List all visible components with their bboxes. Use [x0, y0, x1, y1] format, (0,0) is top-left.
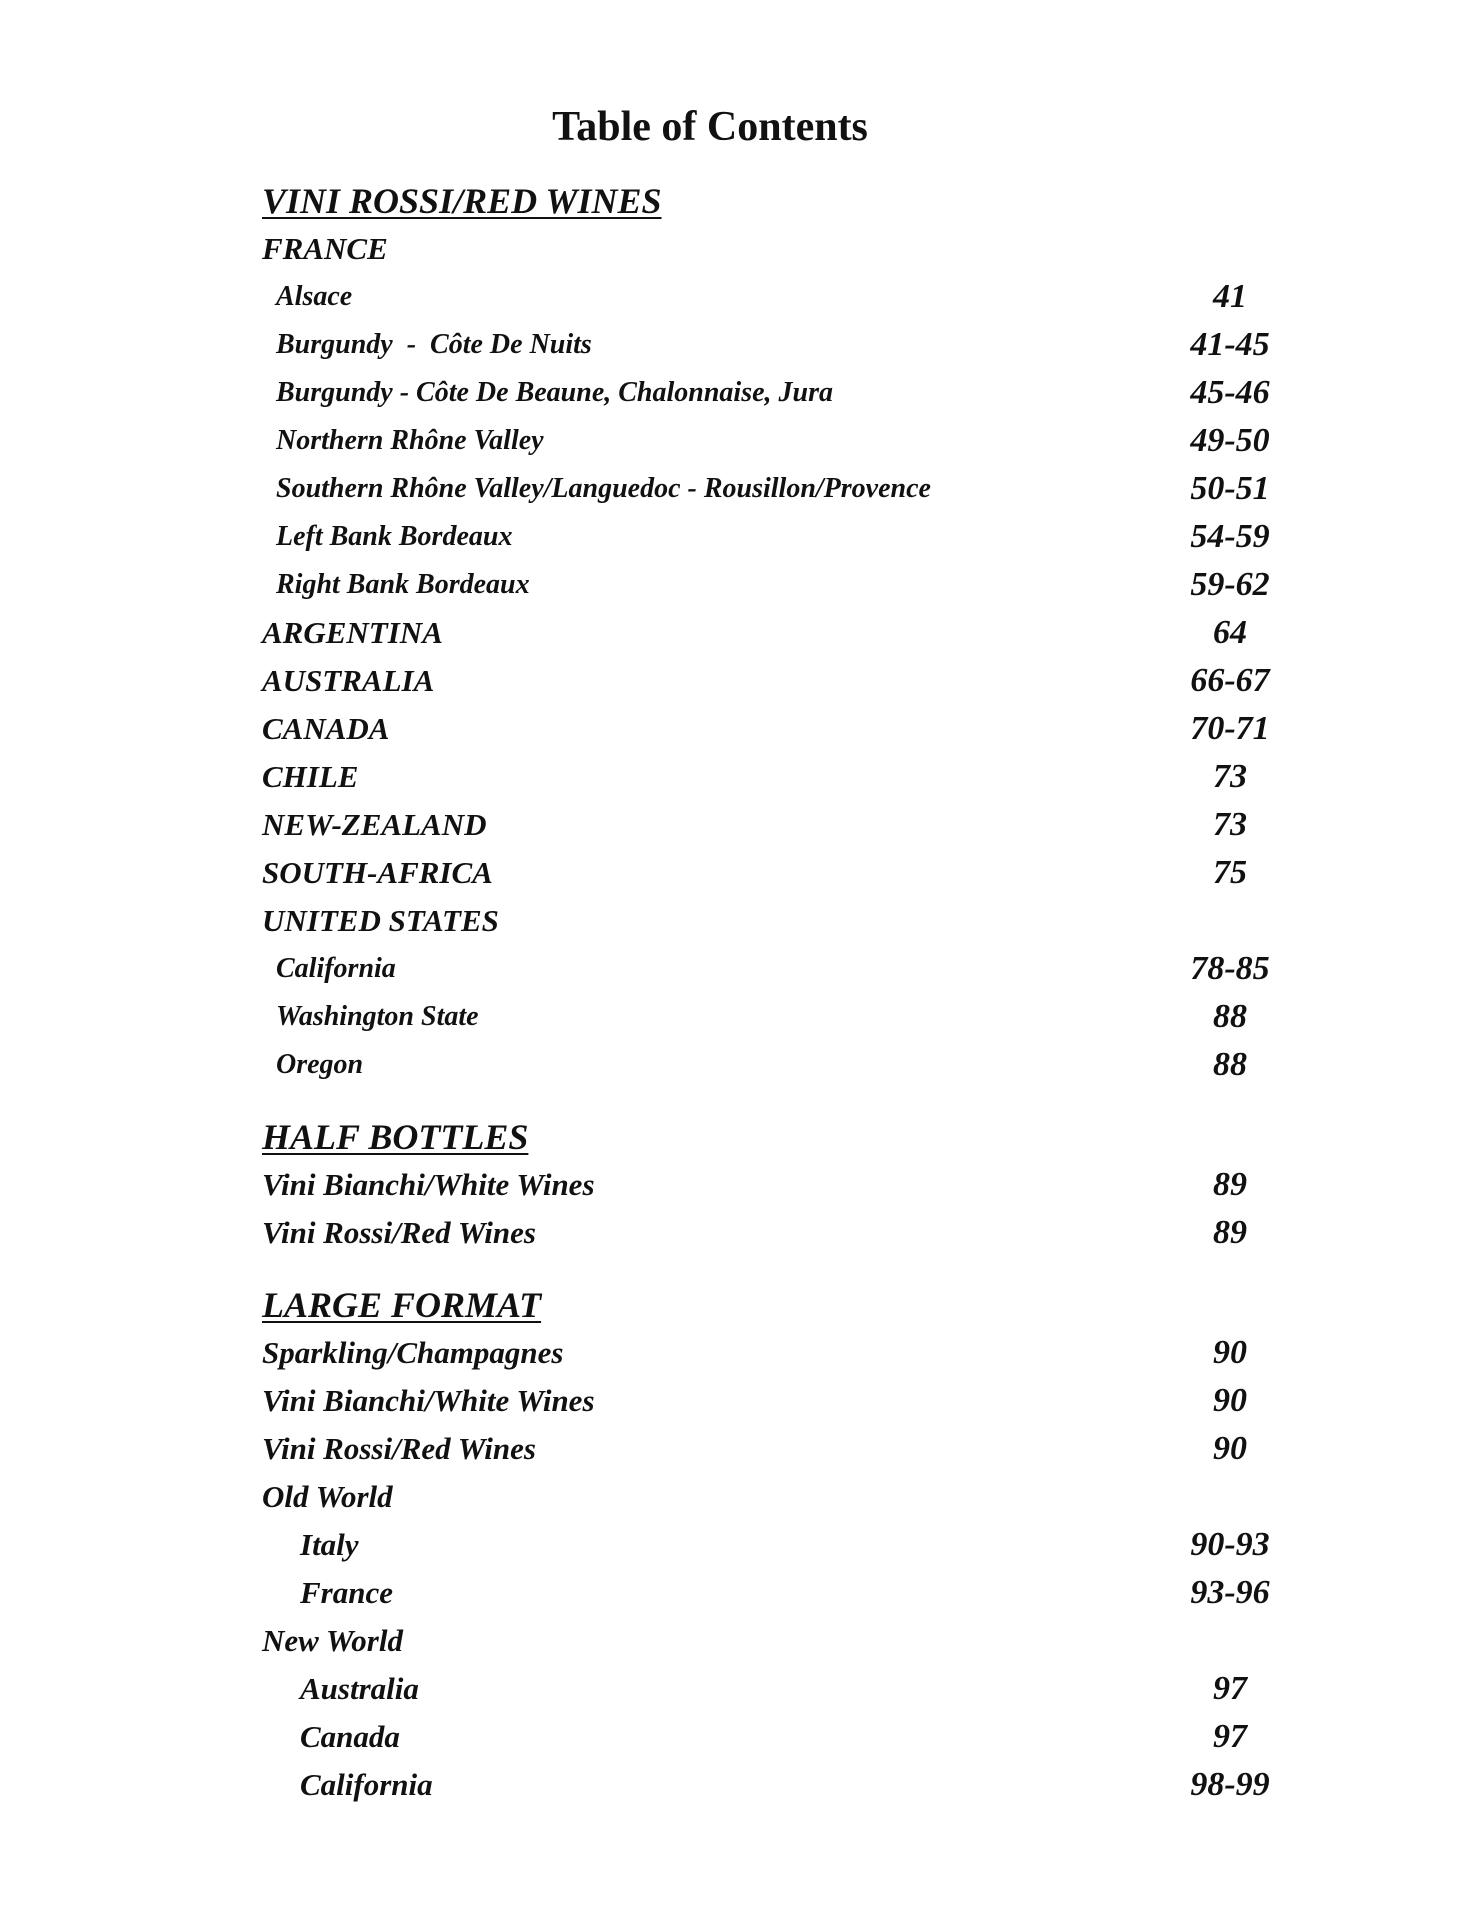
- toc-entry-large-red-wines[interactable]: [0, 1425, 1484, 1473]
- toc-entry-label: Canada: [300, 1719, 400, 1754]
- toc-entry-southern-rhone[interactable]: [0, 465, 1484, 513]
- toc-entry-sparkling[interactable]: [0, 1329, 1484, 1377]
- toc-entry-page: 90: [1213, 1430, 1247, 1467]
- section-heading-label: HALF BOTTLES: [262, 1117, 529, 1157]
- toc-entry-france-large[interactable]: [0, 1569, 1484, 1617]
- toc-entry-label: Northern Rhône Valley: [276, 425, 544, 456]
- toc-entry-page: 73: [1213, 806, 1247, 843]
- toc-entry-page: 75: [1213, 854, 1247, 891]
- toc-entry-page: 93-96: [1190, 1574, 1270, 1611]
- toc-entry-cote-de-nuits[interactable]: [0, 321, 1484, 369]
- toc-entry-page: 41: [1213, 278, 1247, 315]
- toc-entry-argentina[interactable]: [0, 609, 1484, 657]
- toc-entry-label: Australia: [300, 1671, 419, 1706]
- toc-entry-page: 45-46: [1190, 374, 1270, 411]
- toc-entry-old-world[interactable]: [0, 1473, 1484, 1521]
- toc-entry-label: Vini Rossi/Red Wines: [262, 1215, 536, 1250]
- toc-entry-label: New World: [262, 1623, 403, 1658]
- toc-entry-california-large[interactable]: [0, 1761, 1484, 1809]
- toc-entry-label: Burgundy - Côte De Nuits: [276, 329, 592, 360]
- toc-entry-france[interactable]: [0, 225, 1484, 273]
- toc-entry-page: 90-93: [1190, 1526, 1270, 1563]
- toc-entry-half-white-wines[interactable]: [0, 1161, 1484, 1209]
- toc-entry-washington-state[interactable]: [0, 993, 1484, 1041]
- toc-entry-label: France: [300, 1575, 393, 1610]
- toc-entry-label: California: [300, 1767, 433, 1802]
- toc-entry-label: NEW-ZEALAND: [262, 807, 487, 842]
- toc-entry-label: Oregon: [276, 1049, 364, 1080]
- toc-entry-left-bank-bordeaux[interactable]: [0, 513, 1484, 561]
- toc-entry-label: CANADA: [262, 711, 390, 746]
- toc-entry-australia[interactable]: [0, 657, 1484, 705]
- section-heading-label: LARGE FORMAT: [262, 1285, 542, 1325]
- toc-entry-page: 90: [1213, 1334, 1247, 1371]
- toc-entry-label: Left Bank Bordeaux: [276, 521, 513, 552]
- toc-entry-italy[interactable]: [0, 1521, 1484, 1569]
- section-heading-large-format: [0, 1281, 1484, 1329]
- toc-entry-page: 90: [1213, 1382, 1247, 1419]
- toc-entry-cote-de-beaune[interactable]: [0, 369, 1484, 417]
- toc-entry-new-zealand[interactable]: [0, 801, 1484, 849]
- toc-entry-label: SOUTH-AFRICA: [262, 855, 493, 890]
- toc-entry-new-world[interactable]: [0, 1617, 1484, 1665]
- toc-entry-label: Vini Bianchi/White Wines: [262, 1167, 595, 1202]
- toc-entry-label: Washington State: [276, 1001, 479, 1032]
- toc-entry-label: Right Bank Bordeaux: [276, 569, 530, 600]
- toc-entry-page: 70-71: [1190, 710, 1270, 747]
- toc-entry-large-white-wines[interactable]: [0, 1377, 1484, 1425]
- toc-entry-page: 78-85: [1190, 950, 1270, 987]
- toc-entry-page: 98-99: [1190, 1766, 1270, 1803]
- toc-entry-page: 59-62: [1190, 566, 1270, 603]
- toc-entry-northern-rhone[interactable]: [0, 417, 1484, 465]
- toc-entry-page: 50-51: [1190, 470, 1270, 507]
- toc-entry-right-bank-bordeaux[interactable]: [0, 561, 1484, 609]
- toc-entry-label: Southern Rhône Valley/Languedoc - Rousillon/Provence: [276, 473, 931, 504]
- toc-entry-alsace[interactable]: [0, 273, 1484, 321]
- toc-entry-label: Burgundy - Côte De Beaune, Chalonnaise, Jura: [276, 377, 833, 408]
- toc-entry-label: CHILE: [262, 759, 359, 794]
- toc-entry-page: 41-45: [1190, 326, 1270, 363]
- toc-entry-canada-large[interactable]: [0, 1713, 1484, 1761]
- toc-entry-canada[interactable]: [0, 705, 1484, 753]
- toc-entry-south-africa[interactable]: [0, 849, 1484, 897]
- toc-entry-page: 88: [1213, 1046, 1247, 1083]
- toc-entry-label: ARGENTINA: [262, 615, 443, 650]
- toc-entry-label: Vini Bianchi/White Wines: [262, 1383, 595, 1418]
- toc-entry-page: 49-50: [1190, 422, 1270, 459]
- toc-entry-label: Old World: [262, 1479, 393, 1514]
- toc-entry-label: UNITED STATES: [262, 903, 499, 938]
- toc-entry-label: California: [276, 953, 396, 984]
- toc-entry-page: 89: [1213, 1214, 1247, 1251]
- section-heading-red-wines: [0, 177, 1484, 225]
- section-heading-half-bottles: [0, 1113, 1484, 1161]
- toc-entry-page: 66-67: [1190, 662, 1270, 699]
- toc-entry-california[interactable]: [0, 945, 1484, 993]
- toc-entry-page: 89: [1213, 1166, 1247, 1203]
- toc-entry-label: Vini Rossi/Red Wines: [262, 1431, 536, 1466]
- toc-entry-united-states[interactable]: [0, 897, 1484, 945]
- toc-entry-page: 97: [1213, 1670, 1247, 1707]
- toc-entry-chile[interactable]: [0, 753, 1484, 801]
- toc-entry-page: 64: [1213, 614, 1247, 651]
- toc-entry-page: 73: [1213, 758, 1247, 795]
- toc-entry-label: Alsace: [276, 281, 353, 312]
- toc-entry-label: Italy: [300, 1527, 359, 1562]
- toc-entry-page: 97: [1213, 1718, 1247, 1755]
- toc-entry-label: Sparkling/Champagnes: [262, 1335, 564, 1370]
- toc-entry-australia-large[interactable]: [0, 1665, 1484, 1713]
- toc-entry-page: 88: [1213, 998, 1247, 1035]
- toc-entry-label: AUSTRALIA: [262, 663, 435, 698]
- section-heading-label: VINI ROSSI/RED WINES: [262, 181, 662, 221]
- toc-entry-label: FRANCE: [262, 231, 388, 266]
- toc-entry-half-red-wines[interactable]: [0, 1209, 1484, 1257]
- toc-entry-page: 54-59: [1190, 518, 1270, 555]
- page-title: Table of Contents: [552, 104, 868, 150]
- toc-entry-oregon[interactable]: [0, 1041, 1484, 1089]
